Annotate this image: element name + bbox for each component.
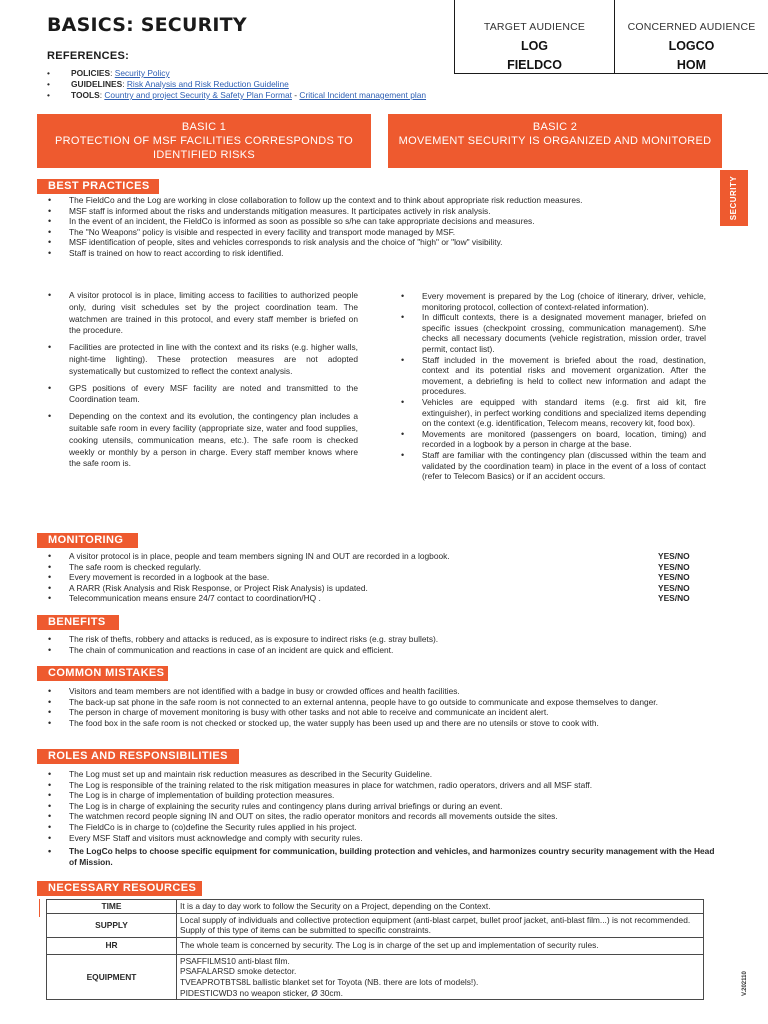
- list-item: • The Log is in charge of implementation of building protection measures.: [46, 790, 716, 801]
- concerned-audience-box: [614, 0, 768, 74]
- list-item: • The person in charge of movement monitoring is busy with other tasks and not able to receive and communicate an incident alert.: [46, 707, 716, 718]
- equipment-line: PSAFALARSD smoke detector.: [180, 966, 297, 977]
- reference-tools: • TOOLS: Country and project Security & Safety Plan Format - Critical Incident management plan: [47, 90, 426, 101]
- list-item: • A visitor protocol is in place, people and team members signing IN and OUT are recorded in a logbook.: [46, 551, 646, 562]
- facility-protection-list: [46, 290, 358, 470]
- list-item: • The "No Weapons" policy is visible and respected in every facility and transport mode managed by MSF.: [46, 227, 716, 238]
- list-item: • The FieldCo and the Log are working in close collaboration to follow up the context and to think about appropriate risk reduction measures.: [46, 195, 716, 206]
- list-item: • Depending on the context and its evolution, the contingency plan includes a suitable safe room in every facility (appropriate size, water and food supplies, cooking utensils, communication means, etc.). The safe room is checked weekly or monthly by a person in charge. Every staff member knows where the safe room is.: [46, 411, 358, 470]
- equipment-line: PSAFFILMS10 anti-blast film.: [180, 955, 290, 966]
- list-item: • The back-up sat phone in the safe room is not connected to an external antenna, people have to go outside to communicate and expose themselves to danger.: [46, 697, 716, 708]
- equipment-line: TVEAPROTBTS8L ballistic blanket set for Toyota (NB. there are lots of models!).: [180, 976, 479, 987]
- list-item: • Visitors and team members are not identified with a badge in busy or crowded offices and health facilities.: [46, 686, 716, 697]
- benefits-heading: BENEFITS: [37, 615, 119, 630]
- references-list: [47, 68, 426, 101]
- list-item: • The LogCo helps to choose specific equipment for communication, building protection and vehicles, and harmonizes country security management with the Head of Mission.: [46, 846, 716, 867]
- resource-value: It is a day to day work to follow the Security on a Project, depending on the Context.: [177, 900, 704, 914]
- list-item: • The FieldCo is in charge to (co)define the Security rules applied in his project.: [46, 822, 716, 833]
- resource-value: [177, 954, 704, 999]
- security-side-tab: [720, 170, 748, 226]
- roles-heading: ROLES AND RESPONSIBILITIES: [37, 749, 239, 764]
- basic-2-title: BASIC 2: [532, 121, 578, 133]
- yes-no-check[interactable]: YES/NO: [658, 593, 690, 604]
- list-item: • Staff included in the movement is briefed about the road, destination, context and its potential risks and movement organization. After the movement, a debriefing is held to collect new information and adapt the procedures.: [399, 355, 706, 397]
- reference-guidelines: • GUIDELINES: Risk Analysis and Risk Reduction Guideline: [47, 79, 426, 90]
- list-item: • The Log is in charge of explaining the security rules and contingency plans during arrival briefings or during an event.: [46, 801, 716, 812]
- list-item: • Staff is trained on how to react according to risk identified.: [46, 248, 716, 259]
- monitoring-checks: [658, 551, 690, 604]
- risk-analysis-guideline-link[interactable]: Risk Analysis and Risk Reduction Guideline: [126, 79, 289, 89]
- resource-label: TIME: [47, 900, 177, 914]
- list-item: • Vehicles are equipped with standard items (e.g. first aid kit, fire extinguisher), in perfect working conditions and specialized items depending on the context (e.g. identification, Telecom means, recovery kit, food box).: [399, 397, 706, 429]
- list-item: • A RARR (Risk Analysis and Risk Response, or Project Risk Analysis) is updated.: [46, 583, 646, 594]
- table-row: [47, 900, 704, 914]
- table-row: [47, 913, 704, 937]
- basic-2-box: [388, 114, 722, 168]
- list-item: • MSF identification of people, sites and vehicles corresponds to risk analysis and the choice of "high" or "low" visibility.: [46, 237, 716, 248]
- list-item: • MSF staff is informed about the risks and understands mitigation measures. It participates actively in risk analysis.: [46, 206, 716, 217]
- yes-no-check[interactable]: YES/NO: [658, 582, 690, 593]
- best-practices-general-list: [46, 195, 716, 259]
- list-item: • The chain of communication and reactions in case of an incident are quick and efficient.: [46, 645, 716, 656]
- list-item: • In the event of an incident, the FieldCo is informed as soon as possible so s/he can take appropriate decisions and measures.: [46, 216, 716, 227]
- list-item: • Movements are monitored (passengers on board, location, timing) and recorded in a logbook by a person in charge at the base.: [399, 429, 706, 450]
- yes-no-check[interactable]: YES/NO: [658, 572, 690, 583]
- list-item: • In difficult contexts, there is a designated movement manager, briefed on specific issues (checkpoint crossing, communication management). S/he checks all necessary documents (vehicle registration, mission order, travel permit, contact list).: [399, 312, 706, 354]
- list-item: • A visitor protocol is in place, limiting access to facilities to authorized people only, during visit schedules set by the project coordination team. The watchmen are trained in this protocol, and every staff member is briefed on the procedure.: [46, 290, 358, 337]
- basic-2-text: MOVEMENT SECURITY IS ORGANIZED AND MONITORED: [398, 135, 712, 147]
- list-item: • The risk of thefts, robbery and attacks is reduced, as is exposure to indirect risks (e.g. stray bullets).: [46, 634, 716, 645]
- basic-1-title: BASIC 1: [181, 121, 227, 133]
- list-item: • The Log is responsible of the training related to the risk mitigation measures in place for watchmen, radio operators, drivers and all MSF staff.: [46, 780, 716, 791]
- list-item: • Every movement is prepared by the Log (choice of itinerary, driver, vehicle, monitoring protocol, collection of context-related information).: [399, 291, 706, 312]
- side-tab-label: SECURITY: [729, 175, 738, 221]
- reference-label: GUIDELINES: [71, 79, 123, 89]
- target-audience-label: TARGET AUDIENCE: [483, 21, 586, 33]
- table-row: [47, 937, 704, 954]
- concerned-audience-label: CONCERNED AUDIENCE: [627, 21, 756, 33]
- best-practices-heading: BEST PRACTICES: [37, 179, 159, 194]
- incident-management-plan-link[interactable]: Critical Incident management plan: [299, 90, 427, 100]
- list-item: • The food box in the safe room is not checked or stocked up, the water supply has been used up and there are no utensils or stove to cook with.: [46, 718, 716, 729]
- version-code: V.202110: [742, 971, 748, 996]
- security-plan-format-link[interactable]: Country and project Security & Safety Plan Format: [104, 90, 292, 100]
- list-item: • GPS positions of every MSF facility are noted and transmitted to the Coordination team.: [46, 383, 358, 407]
- concerned-audience-hom: HOM: [676, 58, 707, 73]
- common-mistakes-list: [46, 686, 716, 728]
- list-item: • Every movement is recorded in a logbook at the base.: [46, 572, 646, 583]
- target-audience-log: LOG: [520, 39, 549, 54]
- target-audience-fieldco: FIELDCO: [507, 58, 562, 73]
- movement-security-list: [399, 291, 706, 482]
- list-item: • Staff are familiar with the contingency plan (discussed within the team and validated by the coordination team) in place in the event of a loss of contact (refer to Telecom Basics) or if an accident occurs.: [399, 450, 706, 482]
- table-row: [47, 954, 704, 999]
- target-audience-box: [454, 0, 615, 74]
- monitoring-heading: MONITORING: [37, 533, 138, 548]
- list-item: • Facilities are protected in line with the context and its risks (e.g. higher walls, night-time lighting). These protection measures are not adopted systematically but customized to reflect the context analysis.: [46, 342, 358, 377]
- resources-table: [46, 899, 704, 1000]
- necessary-resources-heading: NECESSARY RESOURCES: [37, 881, 202, 896]
- references-heading: REFERENCES:: [47, 50, 130, 62]
- reference-label: TOOLS: [71, 90, 100, 100]
- roles-list: [46, 769, 716, 867]
- equipment-line: PIDESTICWD3 no weapon sticker, Ø 30cm.: [180, 987, 343, 998]
- reference-label: POLICIES: [71, 68, 111, 78]
- yes-no-check[interactable]: YES/NO: [658, 561, 690, 572]
- list-item: • The Log must set up and maintain risk reduction measures as described in the Security Guideline.: [46, 769, 716, 780]
- concerned-audience-logco: LOGCO: [668, 39, 715, 54]
- list-item: • Telecommunication means ensure 24/7 contact to coordination/HQ .: [46, 593, 646, 604]
- monitoring-list: [46, 551, 646, 604]
- list-item: • The safe room is checked regularly.: [46, 562, 646, 573]
- basic-1-box: [37, 114, 371, 168]
- resource-value: The whole team is concerned by security. The Log is in charge of the set up and implementation of security rules.: [177, 937, 704, 954]
- yes-no-check[interactable]: YES/NO: [658, 551, 690, 561]
- list-item: • Every MSF Staff and visitors must acknowledge and comply with security rules.: [46, 833, 716, 844]
- resource-label: EQUIPMENT: [47, 954, 177, 999]
- common-mistakes-heading: COMMON MISTAKES: [37, 666, 168, 681]
- resource-label: SUPPLY: [47, 913, 177, 937]
- reference-policies: • POLICIES: Security Policy: [47, 68, 426, 79]
- page-title: BASICS: SECURITY: [47, 14, 247, 36]
- resource-value: Local supply of individuals and collective protection equipment (anti-blast carpet, bullet proof jacket, anti-blast film...) is not recommended. Supply of this type of items can be submitted to specific constraints.: [177, 913, 704, 937]
- security-policy-link[interactable]: Security Policy: [114, 68, 170, 78]
- resource-label: HR: [47, 937, 177, 954]
- basic-1-text: PROTECTION OF MSF FACILITIES CORRESPONDS TO IDENTIFIED RISKS: [55, 135, 353, 161]
- margin-mark: [39, 899, 40, 917]
- benefits-list: [46, 634, 716, 655]
- list-item: • The watchmen record people signing IN and OUT on sites, the radio operator monitors and records all movements outside the sites.: [46, 811, 716, 822]
